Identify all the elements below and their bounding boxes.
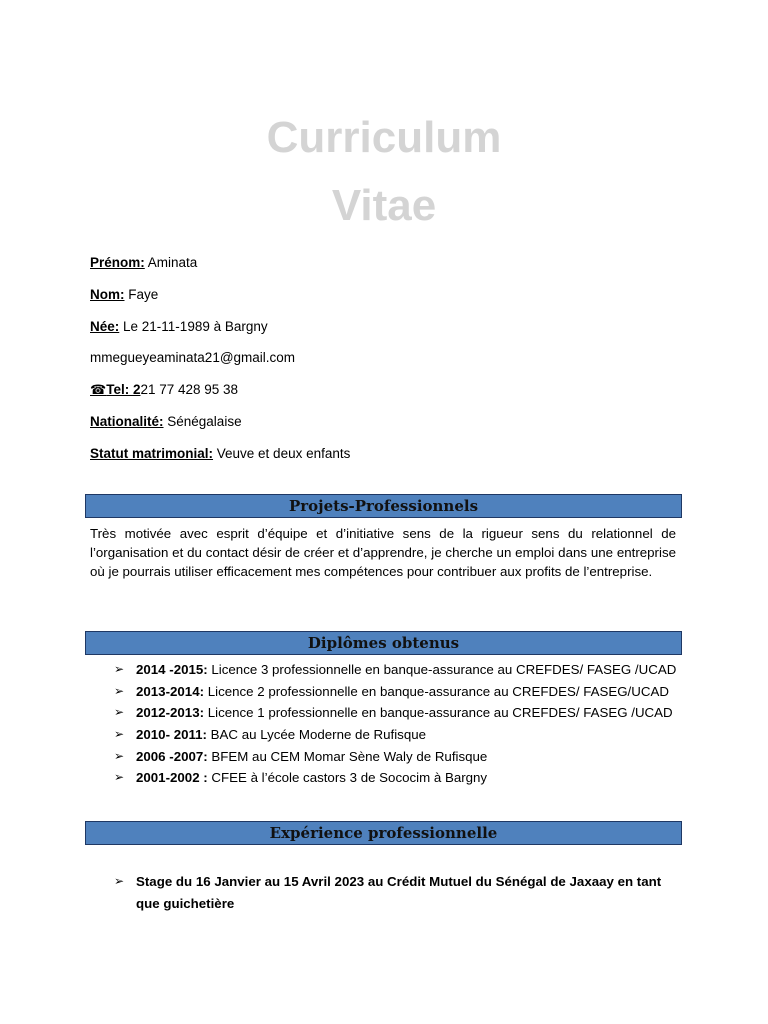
nom-row: [90, 286, 158, 304]
nom-value: Faye: [124, 287, 159, 302]
arrow-bullet-icon: ➢: [114, 683, 125, 698]
prenom-value: Aminata: [144, 255, 198, 270]
prenom-label: Prénom:: [90, 255, 145, 270]
arrow-bullet-icon: ➢: [114, 727, 125, 742]
experience-text: Stage du 16 Janvier au 15 Avril 2023 au Crédit Mutuel du Sénégal de Jaxaay en tant que guichetière: [136, 874, 662, 911]
nationalite-label: Nationalité:: [90, 414, 164, 429]
phone-icon: ☎: [90, 382, 107, 397]
diplome-text: CFEE à l’école castors 3 de Sococim à Bargny: [207, 770, 488, 786]
prenom-row: [90, 254, 197, 272]
diplome-text: Licence 2 professionnelle en banque-assurance au CREFDES/ FASEG/UCAD: [204, 683, 669, 699]
statut-value: Veuve et deux enfants: [213, 446, 351, 461]
nee-row: [90, 318, 268, 336]
tel-row: [90, 381, 238, 399]
section-heading-diplomes: Diplômes obtenus: [85, 631, 682, 655]
statut-label: Statut matrimonial:: [90, 446, 214, 461]
diplome-years: 2014 -2015:: [136, 662, 208, 677]
statut-row: [90, 445, 350, 463]
nee-value: Le 21-11-1989 à Bargny: [119, 319, 268, 334]
arrow-bullet-icon: ➢: [114, 705, 125, 720]
section-heading-projets: Projets-Professionnels: [85, 494, 682, 518]
list-item: [114, 659, 676, 681]
section-heading-experience: Expérience professionnelle: [85, 821, 682, 845]
list-item: [114, 702, 676, 724]
diplome-years: 2010- 2011:: [136, 727, 207, 743]
cv-title-line2: Vitae: [331, 181, 437, 230]
diplome-years: 2006 -2007:: [136, 748, 208, 764]
diplome-text: Licence 3 professionnelle en banque-assurance au CREFDES/ FASEG /UCAD: [207, 662, 677, 677]
nationalite-row: [90, 413, 242, 431]
tel-value: 21 77 428 95 38: [140, 382, 239, 397]
list-item: [114, 746, 676, 768]
diplome-years: 2001-2002 :: [136, 770, 208, 786]
diplome-text: BAC au Lycée Moderne de Rufisque: [206, 727, 427, 743]
email-value: mmegueyeaminata21@gmail.com: [90, 350, 296, 365]
nee-label: Née:: [90, 319, 120, 334]
diplomes-list: [114, 659, 676, 789]
arrow-bullet-icon: ➢: [114, 748, 125, 763]
arrow-bullet-icon: ➢: [114, 770, 125, 785]
diplome-years: 2012-2013:: [136, 705, 205, 721]
projets-paragraph: Très motivée avec esprit d’équipe et d’initiative sens de la rigueur sens du relationnel de l’organisation et du contact désir de créer et d’apprendre, je cherche un emploi dans une entreprise où je pourrais utiliser efficacement mes compétences pour contribuer aux profits de l’entreprise.: [90, 526, 676, 579]
list-item: [114, 767, 676, 789]
experience-item: [114, 871, 674, 914]
diplome-text: Licence 1 professionnelle en banque-assurance au CREFDES/ FASEG /UCAD: [204, 705, 673, 721]
diplome-years: 2013-2014:: [136, 683, 205, 699]
cv-title-line1: Curriculum: [266, 113, 502, 162]
diplome-text: BFEM au CEM Momar Sène Waly de Rufisque: [207, 748, 488, 764]
nationalite-value: Sénégalaise: [163, 414, 242, 429]
list-item: [114, 724, 676, 746]
tel-label: Tel: 2: [106, 382, 141, 397]
arrow-bullet-icon: ➢: [114, 874, 125, 888]
list-item: [114, 681, 676, 703]
arrow-bullet-icon: ➢: [114, 662, 125, 676]
email-row: [90, 349, 295, 367]
nom-label: Nom:: [90, 287, 125, 302]
